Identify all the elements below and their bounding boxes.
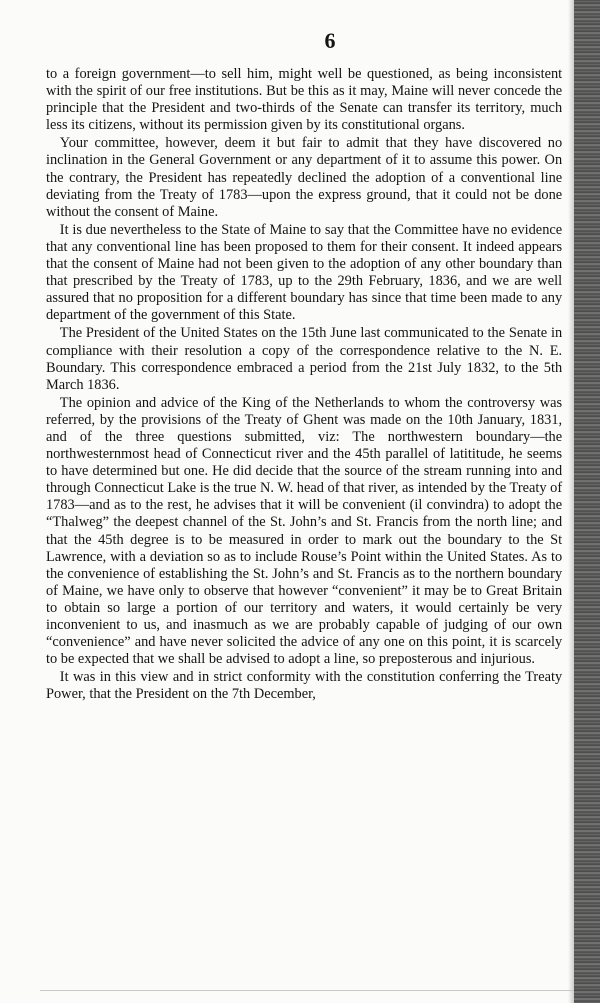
bottom-rule — [40, 990, 574, 991]
paragraph-king-netherlands: The opinion and advice of the King of the Netherlands to whom the controversy was referred, by the provisions of the Treaty of Ghent was made on the 10th January, 1831, and of the three questions submitted, viz: The northwestern boundary—the northwesternmost head of Connecticut river and the 45th parallel of latititude, he seems to have determined but one. He did decide that the source of the stream running into and through Connecticut Lake is the true N. W. head of that river, as intended by the Treaty of 1783—and as to the rest, he advises that it will be convenient (il convindra) to adopt the “Thalweg” the deepest channel of the St. John’s and St. Francis from the north line; and that the 45th degree is to be measured in order to mark out the boundary to the St Lawrence, with a deviation so as to include Rouse’s Point within the United States. As to the convenience of establishing the St. John’s and St. Francis as to the northern boundary of Maine, we have only to observe that however “convenient” it may be to Great Britain to obtain so large a portion of our territory and waters, it would certainly be very inconvenient to us, and inasmuch as we are probably capable of judging of our own “convenience” and have never solicited the advice of any one on this point, it is scarcely to be expected that we shall be advised to adopt a line, so preposterous and injurious. — [46, 394, 563, 668]
paragraph-continuation: to a foreign government—to sell him, might well be questioned, as being inconsistent with the spirit of our free institutions. But be this as it may, Maine will never concede the principle that the President and two-thirds of the Senate can transfer its territory, much less its citizens, without its permission given by its constitutional organs. — [46, 66, 563, 134]
paragraph-committee-admission: Your committee, however, deem it but fair to admit that they have discovered no inclination in the General Government or any department of it to assume this power. On the contrary, the President has repeatedly declined the adoption of a conventional line deviating from the Treaty of 1783—upon the express ground, that it could not be done without the consent of Maine. — [46, 135, 563, 220]
body-text — [46, 66, 562, 703]
paragraph-treaty-power: It was in this view and in strict conformity with the constitution conferring the Treaty Power, that the President on the 7th December, — [46, 669, 563, 703]
paragraph-conventional-line: It is due nevertheless to the State of Maine to say that the Committee have no evidence that any conventional line has been proposed to them for their consent. It indeed appears that the consent of Maine had not been given to the adoption of any other boundary than that prescribed by the Treaty of 1783, up to the 29th February, 1836, and we are well assured that no proposition for a different boundary has since that time been made to any department of the government of this State. — [46, 221, 563, 324]
binding-edge — [574, 0, 600, 1003]
page-number: 6 — [324, 28, 336, 53]
paragraph-president-communication: The President of the United States on the 15th June last communicated to the Senate in compliance with their resolution a copy of the correspondence relative to the N. E. Boundary. This correspondence embraced a period from the 21st July 1832, to the 5th March 1836. — [46, 325, 563, 393]
